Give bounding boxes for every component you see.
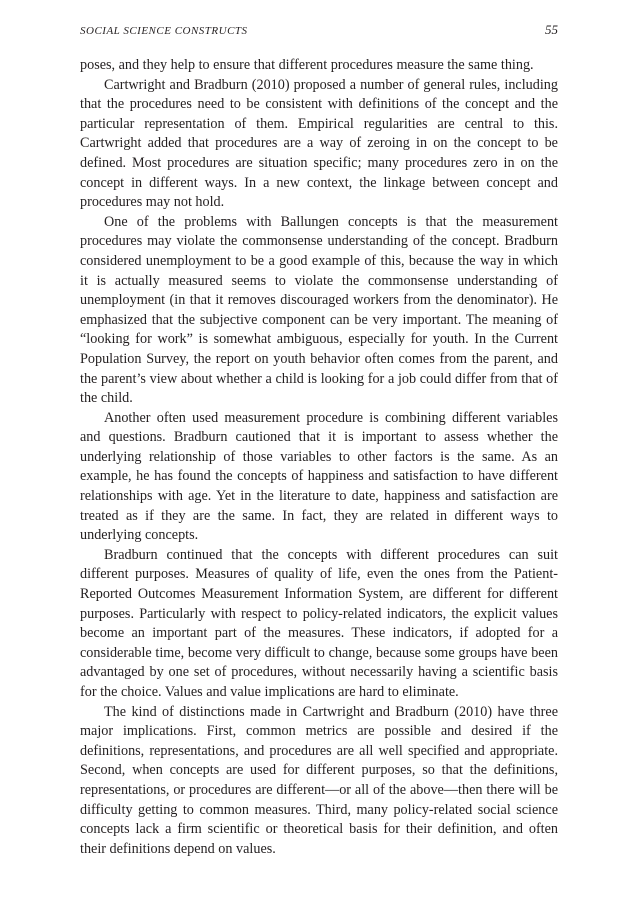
paragraph: Bradburn continued that the concepts with different procedures can suit different purposes. Measures of quality of life, even the ones from the Patient-Reported Outcomes Measurement Information System, are different for different purposes. Particularly with respect to policy-related indicators, the explicit values become an important part of the measures. These indicators, if adopted for a considerable time, become very difficult to change, because some groups have been advantaged by one set of procedures, without necessarily having a scientific basis for the choice. Values and value implications are hard to eliminate. — [80, 546, 558, 700]
body-text — [80, 56, 558, 859]
page-number: 55 — [545, 22, 558, 37]
book-page — [80, 22, 558, 859]
paragraph: Cartwright and Bradburn (2010) proposed a number of general rules, including that the procedures need to be consistent with definitions of the concept and the particular representation of them. Empirical regularities are central to this. Cartwright added that procedures are a way of zeroing in on the concept to be defined. Most procedures are situation specific; many procedures zero in on the concept in different ways. In a new context, the linkage between concept and procedures may not hold. — [80, 76, 558, 211]
running-title: SOCIAL SCIENCE CONSTRUCTS — [80, 25, 248, 37]
paragraph: One of the problems with Ballungen concepts is that the measurement procedures may violate the commonsense understanding of the concept. Bradburn considered unemployment to be a good example of this, because the way in which it is actually measured seems to violate the commonsense understanding of unemployment (in that it removes discouraged workers from the denominator). He emphasized that the subjective component can be very important. The meaning of “looking for work” is somewhat ambiguous, especially for youth. In the Current Population Survey, the report on youth behavior often comes from the parent, and the parent’s view about whether a child is looking for a job could differ from that of the child. — [80, 213, 558, 407]
paragraph: Another often used measurement procedure is combining different variables and questions. Bradburn cautioned that it is important to assess whether the underlying relationship of those variables to other factors is the same. As an example, he has found the concepts of happiness and satisfaction to have different relationships with age. Yet in the literature to date, happiness and satisfaction are treated as if they are the same. In fact, they are related in different ways to underlying concepts. — [80, 409, 558, 544]
running-header — [80, 22, 558, 40]
paragraph-continued: poses, and they help to ensure that different procedures measure the same thing. — [80, 57, 534, 73]
paragraph: The kind of distinctions made in Cartwright and Bradburn (2010) have three major implications. First, common metrics are possible and desired if the definitions, representations, and procedures are all well specified and appropriate. Second, when concepts are used for different purposes, so that the definitions, representations, or procedures are different—or all of the above—then there will be difficulty getting to common measures. Third, many policy-related social science concepts lack a firm scientific or theoretical basis for their definition, and often their definitions depend on values. — [80, 703, 558, 857]
